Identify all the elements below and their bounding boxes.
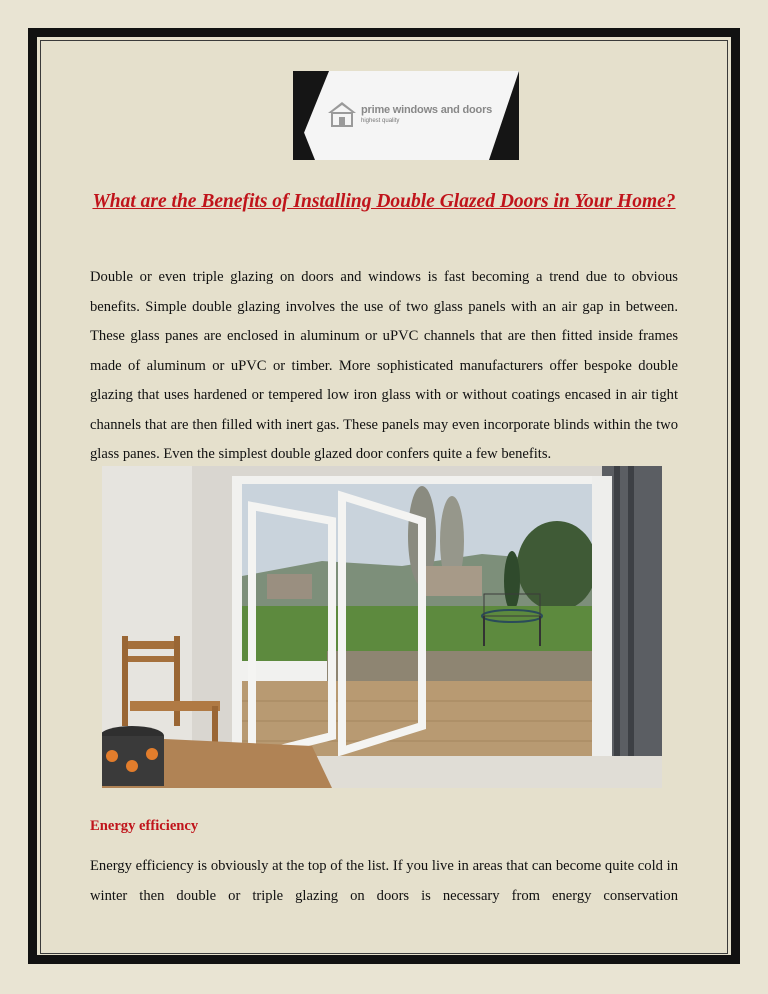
double-glazed-door-photo — [102, 466, 662, 788]
house-icon — [327, 101, 357, 127]
intro-paragraph: Double or even triple glazing on doors and windows is fast becoming a trend due to obvious benefits. Simple double glazing involves the use of two glass panels with an air gap in between. These glass panes are enclosed in aluminum or uPVC channels that are then fitted inside frames made of aluminum or uPVC or timber. More sophisticated manufacturers offer bespoke double glazing that uses hardened or tempered low iron glass with or without coatings encased in air tight channels that are then filled with inert gas. These panels may even incorporate blinds within the two glass panes. Even the simplest double glazed door confers quite a few benefits. — [90, 269, 678, 462]
section-body: Energy efficiency is obviously at the top of the list. If you live in areas that can become quite cold in winter then double or triple glazing on doors is necessary from energy conservation — [90, 858, 678, 904]
company-logo — [293, 71, 519, 160]
section-heading: Energy efficiency — [90, 818, 199, 834]
document-title: What are the Benefits of Installing Double Glazed Doors in Your Home? — [92, 191, 676, 212]
logo-tagline: highest quality — [361, 118, 400, 124]
logo-brand-text: prime windows and doors — [361, 104, 493, 116]
